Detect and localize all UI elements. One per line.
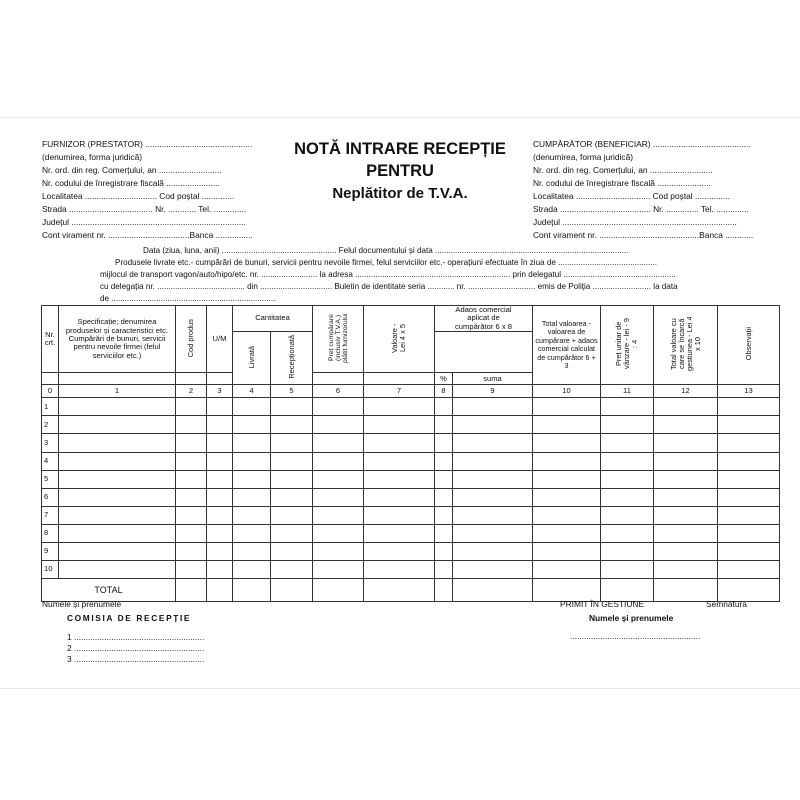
table-cell[interactable] xyxy=(718,470,780,488)
table-cell[interactable] xyxy=(176,542,207,560)
table-cell[interactable] xyxy=(453,434,533,452)
table-cell[interactable] xyxy=(271,470,313,488)
form-title-line2: PENTRU xyxy=(366,162,434,180)
table-cell[interactable] xyxy=(533,434,601,452)
table-cell[interactable] xyxy=(59,488,176,506)
table-cell[interactable] xyxy=(176,452,207,470)
table-cell[interactable] xyxy=(313,542,364,560)
table-cell[interactable] xyxy=(435,434,453,452)
table-cell[interactable] xyxy=(207,398,233,416)
col-number: 10 xyxy=(533,385,601,398)
table-cell[interactable] xyxy=(718,488,780,506)
header-unit-sale-price xyxy=(601,306,654,385)
supplier-name-field[interactable]: FURNIZOR (PRESTATOR) .............................................. xyxy=(42,139,253,149)
table-cell[interactable] xyxy=(718,561,780,579)
header-received-label: Recepționată xyxy=(286,335,296,379)
date-document-line[interactable]: Data (ziua, luna, anii) ................................................... Felul documentului și data ...................................................................................... xyxy=(143,246,629,255)
table-cell[interactable] xyxy=(435,470,453,488)
table-cell[interactable] xyxy=(271,561,313,579)
table-cell[interactable] xyxy=(271,542,313,560)
supplier-reg-field[interactable]: Nr. ord. din reg. Comerțului, an ........................... xyxy=(42,165,222,175)
table-row xyxy=(42,542,780,560)
row-number: 9 xyxy=(42,542,59,560)
table-cell[interactable] xyxy=(435,561,453,579)
column-numbers-row xyxy=(42,385,780,398)
table-cell[interactable] xyxy=(453,561,533,579)
table-cell[interactable] xyxy=(59,524,176,542)
table-cell[interactable] xyxy=(313,524,364,542)
table-cell[interactable] xyxy=(207,542,233,560)
table-cell[interactable] xyxy=(453,452,533,470)
table-cell[interactable] xyxy=(435,398,453,416)
table-cell[interactable] xyxy=(533,506,601,524)
table-cell[interactable] xyxy=(601,398,654,416)
table-cell[interactable] xyxy=(313,470,364,488)
col-number: 3 xyxy=(207,385,233,398)
table-cell[interactable] xyxy=(654,561,718,579)
delegation-line[interactable]: cu delegația nr. ....................................... din ................................ Buletin de identitate seria ............ nr. .............................. emis de Poliția .......................... la data xyxy=(100,282,678,291)
header-sum: suma xyxy=(453,373,533,385)
supplier-legal-form-label: (denumirea, forma juridică) xyxy=(42,152,143,162)
table-cell[interactable] xyxy=(533,561,601,579)
products-delivered-line[interactable]: Produsele livrate etc.- cumpărări de bunuri, servicii pentru nevoile firmei, felul serviciilor etc.- operațiuni efectuate în ziua de ............................................ xyxy=(115,258,658,267)
table-cell[interactable] xyxy=(176,506,207,524)
row-number: 8 xyxy=(42,524,59,542)
header-nr-spacer xyxy=(42,373,59,385)
signature-label: Semnătura xyxy=(706,599,747,609)
header-purchase-price xyxy=(313,306,364,373)
table-cell[interactable] xyxy=(654,398,718,416)
table-row xyxy=(42,434,780,452)
table-cell[interactable] xyxy=(601,488,654,506)
table-cell[interactable] xyxy=(233,416,271,434)
table-cell[interactable] xyxy=(176,434,207,452)
table-cell[interactable] xyxy=(271,416,313,434)
table-cell[interactable] xyxy=(233,506,271,524)
header-quantity: Cantitatea xyxy=(233,306,313,332)
table-cell[interactable] xyxy=(533,524,601,542)
col-number: 11 xyxy=(601,385,654,398)
table-cell[interactable] xyxy=(654,524,718,542)
table-row xyxy=(42,506,780,524)
total-cell[interactable] xyxy=(364,579,435,602)
row-number: 3 xyxy=(42,434,59,452)
header-observations xyxy=(718,306,780,385)
table-row xyxy=(42,561,780,579)
table-cell[interactable] xyxy=(601,524,654,542)
table-cell[interactable] xyxy=(271,452,313,470)
table-cell[interactable] xyxy=(654,470,718,488)
commission-member-3[interactable]: 3 ........................................................ xyxy=(67,654,205,664)
table-cell[interactable] xyxy=(601,470,654,488)
table-row xyxy=(42,398,780,416)
table-cell[interactable] xyxy=(533,416,601,434)
buyer-reg-field[interactable]: Nr. ord. din reg. Comerțului, an ........................... xyxy=(533,165,713,175)
table-cell[interactable] xyxy=(313,452,364,470)
commission-member-2[interactable]: 2 ........................................................ xyxy=(67,643,205,653)
table-cell[interactable] xyxy=(59,452,176,470)
table-cell[interactable] xyxy=(718,524,780,542)
table-cell[interactable] xyxy=(176,488,207,506)
row-number: 4 xyxy=(42,452,59,470)
table-cell[interactable] xyxy=(601,452,654,470)
table-cell[interactable] xyxy=(533,398,601,416)
table-cell[interactable] xyxy=(435,506,453,524)
table-cell[interactable] xyxy=(59,434,176,452)
table-cell[interactable] xyxy=(313,561,364,579)
col-number: 2 xyxy=(176,385,207,398)
table-cell[interactable] xyxy=(364,488,435,506)
table-cell[interactable] xyxy=(601,434,654,452)
total-cell[interactable] xyxy=(271,579,313,602)
header-markup: Adaos comercial aplicat de cumpărător 6 x 8 xyxy=(435,306,533,332)
receiver-signature-line[interactable]: ........................................................ xyxy=(570,631,701,641)
table-cell[interactable] xyxy=(271,524,313,542)
header-specification: Specificație; denumirea produselor și caracteristici etc. Cumpărări de bunuri, servicii pentru nevoile firmei (felul serviciilor etc.) xyxy=(59,306,176,373)
table-cell[interactable] xyxy=(59,542,176,560)
row-number: 7 xyxy=(42,506,59,524)
table-cell[interactable] xyxy=(364,470,435,488)
table-cell[interactable] xyxy=(533,452,601,470)
commission-member-1[interactable]: 1 ........................................................ xyxy=(67,632,205,642)
table-cell[interactable] xyxy=(718,506,780,524)
table-cell[interactable] xyxy=(207,488,233,506)
table-cell[interactable] xyxy=(233,434,271,452)
table-cell[interactable] xyxy=(176,524,207,542)
table-cell[interactable] xyxy=(313,506,364,524)
table-cell[interactable] xyxy=(718,398,780,416)
table-cell[interactable] xyxy=(313,416,364,434)
row-number: 2 xyxy=(42,416,59,434)
table-cell[interactable] xyxy=(435,416,453,434)
form-title: NOTĂ INTRARE RECEPȚIE xyxy=(294,140,506,158)
table-cell[interactable] xyxy=(718,416,780,434)
table-cell[interactable] xyxy=(313,434,364,452)
supplier-fiscal-code-field[interactable]: Nr. codului de înregistrare fiscală ....................... xyxy=(42,178,220,188)
header-cod-spacer xyxy=(176,373,207,385)
header-product-code-label: Cod produs xyxy=(186,318,195,358)
table-cell[interactable] xyxy=(364,434,435,452)
table-cell[interactable] xyxy=(718,434,780,452)
table-cell[interactable] xyxy=(654,434,718,452)
col-number: 7 xyxy=(364,385,435,398)
header-spec-spacer xyxy=(59,373,176,385)
table-cell[interactable] xyxy=(207,452,233,470)
header-unit-sale-price-label: Preț unitar de vânzare - lei - 9 : 4 xyxy=(614,318,639,370)
table-row xyxy=(42,488,780,506)
table-cell[interactable] xyxy=(453,470,533,488)
buyer-fiscal-code-field[interactable]: Nr. codului de înregistrare fiscală ....................... xyxy=(533,178,711,188)
table-cell[interactable] xyxy=(271,488,313,506)
col-number: 4 xyxy=(233,385,271,398)
header-purchase-price-label: Preț cumpărare (inclusiv T.V.A.) plătit furnizorului xyxy=(327,313,349,363)
table-cell[interactable] xyxy=(364,561,435,579)
reception-table xyxy=(41,305,780,602)
transport-line[interactable]: mijlocul de transport vagon/auto/hipo/etc. nr. ......................... la adresa ..................................................................... prin delegatul .................................................. xyxy=(100,270,676,279)
table-cell[interactable] xyxy=(271,398,313,416)
table-cell[interactable] xyxy=(654,452,718,470)
table-cell[interactable] xyxy=(313,398,364,416)
table-cell[interactable] xyxy=(207,506,233,524)
header-valoare-spacer xyxy=(364,373,435,385)
form-subtitle: Neplătitor de T.V.A. xyxy=(332,185,468,202)
table-cell[interactable] xyxy=(718,452,780,470)
header-um-spacer xyxy=(207,373,233,385)
table-cell[interactable] xyxy=(207,434,233,452)
col-number: 8 xyxy=(435,385,453,398)
table-cell[interactable] xyxy=(364,542,435,560)
buyer-name-field[interactable]: CUMPĂRĂTOR (BENEFICIAR) .......................................... xyxy=(533,139,751,149)
row-number: 1 xyxy=(42,398,59,416)
supplier-street-field[interactable]: Strada .................................... Nr. ............ Tel. .............. xyxy=(42,204,247,214)
supplier-county-field[interactable]: Județul ........................................................................... xyxy=(42,217,246,227)
supplier-locality-field[interactable]: Localitatea ............................... Cod poștal .............. xyxy=(42,191,235,201)
table-cell[interactable] xyxy=(654,542,718,560)
total-cell[interactable] xyxy=(313,579,364,602)
table-cell[interactable] xyxy=(364,452,435,470)
table-cell[interactable] xyxy=(533,470,601,488)
delegation-date-line[interactable]: de ......................................................................... xyxy=(100,294,276,303)
table-cell[interactable] xyxy=(207,524,233,542)
header-pret-spacer xyxy=(313,373,364,385)
total-cell[interactable] xyxy=(207,579,233,602)
total-cell[interactable] xyxy=(233,579,271,602)
total-cell[interactable] xyxy=(453,579,533,602)
buyer-street-field[interactable]: Strada ....................................... Nr. .............. Tel. .............. xyxy=(533,204,749,214)
table-cell[interactable] xyxy=(601,542,654,560)
row-number: 5 xyxy=(42,470,59,488)
table-cell[interactable] xyxy=(601,506,654,524)
table-cell[interactable] xyxy=(59,398,176,416)
table-cell[interactable] xyxy=(176,398,207,416)
col-number: 12 xyxy=(654,385,718,398)
header-nr-crt: Nr. crt. xyxy=(42,306,59,373)
table-cell[interactable] xyxy=(453,488,533,506)
col-number: 13 xyxy=(718,385,780,398)
col-number: 9 xyxy=(453,385,533,398)
table-cell[interactable] xyxy=(601,561,654,579)
table-cell[interactable] xyxy=(435,542,453,560)
supplier-bank-account-field[interactable]: Cont virament nr. ...................................Banca ................ xyxy=(42,230,253,240)
table-cell[interactable] xyxy=(533,542,601,560)
table-cell[interactable] xyxy=(654,416,718,434)
table-cell[interactable] xyxy=(59,506,176,524)
header-delivered xyxy=(233,332,271,385)
header-observations-label: Observații xyxy=(743,327,753,361)
header-markup-spacer xyxy=(435,332,533,373)
table-cell[interactable] xyxy=(364,398,435,416)
table-cell[interactable] xyxy=(207,470,233,488)
table-cell[interactable] xyxy=(453,398,533,416)
table-cell[interactable] xyxy=(207,561,233,579)
table-cell[interactable] xyxy=(435,488,453,506)
table-cell[interactable] xyxy=(207,416,233,434)
table-cell[interactable] xyxy=(176,561,207,579)
names-right-label: Numele și prenumele xyxy=(589,613,674,623)
table-cell[interactable] xyxy=(233,452,271,470)
table-cell[interactable] xyxy=(453,416,533,434)
table-cell[interactable] xyxy=(271,434,313,452)
header-total-management xyxy=(654,306,718,385)
table-cell[interactable] xyxy=(233,542,271,560)
table-cell[interactable] xyxy=(533,488,601,506)
table-cell[interactable] xyxy=(364,506,435,524)
header-um: U/M xyxy=(207,306,233,373)
row-number: 10 xyxy=(42,561,59,579)
reception-commission-label: COMISIA DE RECEPȚIE xyxy=(67,613,192,623)
table-cell[interactable] xyxy=(364,416,435,434)
buyer-locality-field[interactable]: Localitatea ................................ Cod poștal ............... xyxy=(533,191,730,201)
names-left-label: Numele și prenumele xyxy=(42,599,122,609)
buyer-legal-form-label: (denumirea, forma juridică) xyxy=(533,152,634,162)
buyer-bank-account-field[interactable]: Cont virament nr. ...........................................Banca ............ xyxy=(533,230,754,240)
header-received xyxy=(271,332,313,385)
total-cell[interactable] xyxy=(435,579,453,602)
buyer-county-field[interactable]: Județul ........................................................................... xyxy=(533,217,737,227)
table-cell[interactable] xyxy=(654,506,718,524)
table-cell[interactable] xyxy=(233,524,271,542)
table-cell[interactable] xyxy=(718,542,780,560)
table-cell[interactable] xyxy=(601,416,654,434)
table-header-row xyxy=(42,306,780,332)
table-row xyxy=(42,452,780,470)
table-body xyxy=(42,398,780,579)
table-cell[interactable] xyxy=(271,506,313,524)
total-cell[interactable] xyxy=(176,579,207,602)
header-delivered-label: Livrată xyxy=(246,345,256,369)
header-value xyxy=(364,306,435,373)
table-row xyxy=(42,416,780,434)
header-product-code xyxy=(176,306,207,373)
table-cell[interactable] xyxy=(435,452,453,470)
total-label: TOTAL xyxy=(42,579,176,602)
table-cell[interactable] xyxy=(453,524,533,542)
header-total-management-label: Total valoare cu care se încarcă gestiunea - Lei 4 x 10 xyxy=(668,316,702,372)
table-cell[interactable] xyxy=(233,561,271,579)
header-percent: % xyxy=(435,373,453,385)
header-total-value: Total valoarea - valoarea de cumpărare + adaos comercial calculat de cumpărător 6 + 3 xyxy=(533,306,601,385)
col-number: 6 xyxy=(313,385,364,398)
row-number: 6 xyxy=(42,488,59,506)
table-cell[interactable] xyxy=(453,506,533,524)
table-row xyxy=(42,470,780,488)
table-cell[interactable] xyxy=(59,470,176,488)
table-cell[interactable] xyxy=(176,470,207,488)
col-number: 0 xyxy=(42,385,59,398)
table-cell[interactable] xyxy=(364,524,435,542)
table-cell[interactable] xyxy=(176,416,207,434)
header-value-label: Valoare - Lei 4 x 5 xyxy=(390,323,407,353)
table-cell[interactable] xyxy=(233,470,271,488)
table-cell[interactable] xyxy=(233,488,271,506)
table-cell[interactable] xyxy=(233,398,271,416)
table-cell[interactable] xyxy=(313,488,364,506)
table-cell[interactable] xyxy=(654,488,718,506)
total-row xyxy=(42,579,780,602)
table-cell[interactable] xyxy=(435,524,453,542)
table-cell[interactable] xyxy=(59,416,176,434)
col-number: 1 xyxy=(59,385,176,398)
table-cell[interactable] xyxy=(59,561,176,579)
col-number: 5 xyxy=(271,385,313,398)
received-in-management-label: PRIMIT ÎN GESTIUNE xyxy=(560,599,645,609)
table-cell[interactable] xyxy=(453,542,533,560)
table-row xyxy=(42,524,780,542)
